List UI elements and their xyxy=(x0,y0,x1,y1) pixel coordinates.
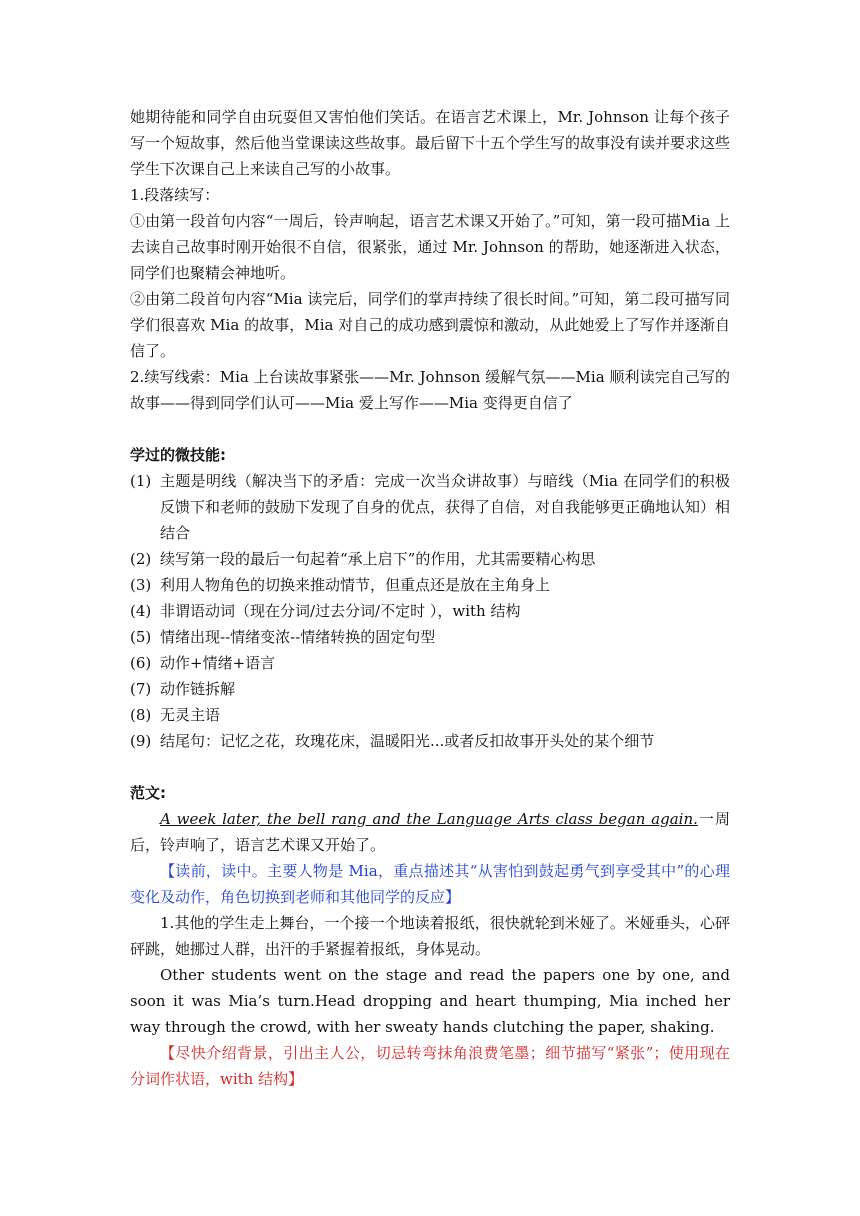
skill-text: 无灵主语 xyxy=(160,706,221,724)
sample-heading: 范文: xyxy=(130,784,166,802)
skill-text: 利用人物角色的切换来推动情节，但重点还是放在主角身上 xyxy=(160,576,551,594)
skill-item xyxy=(130,676,730,702)
skill-number: (7) xyxy=(130,680,152,698)
continuation-point-1: ①由第一段首句内容“一周后，铃声响起，语言艺术课又开始了。”可知，第一段可描Mia 上去读自己故事时刚开始很不自信，很紧张，通过 Mr. Johnson 的帮助，她逐渐进入状态，同学们也聚精会神地听。 xyxy=(130,212,730,282)
skill-text: 非谓语动词（现在分词/过去分词/不定时 ），with 结构 xyxy=(160,602,521,620)
skill-number: (5) xyxy=(130,628,152,646)
skill-number: (8) xyxy=(130,706,152,724)
spacer xyxy=(130,416,730,442)
skill-item xyxy=(130,598,730,624)
skill-item xyxy=(130,546,730,572)
skill-number: (9) xyxy=(130,732,152,750)
skill-number: (3) xyxy=(130,576,152,594)
skill-item xyxy=(130,650,730,676)
continuation-clues: 2.续写线索：Mia 上台读故事紧张——Mr. Johnson 缓解气氛——Mia 顺利读完自己写的故事——得到同学们认可——Mia 爱上写作——Mia 变得更自信了 xyxy=(130,368,730,412)
skill-text: 续写第一段的最后一句起着“承上启下”的作用，尤其需要精心构思 xyxy=(160,550,596,568)
skill-item xyxy=(130,728,730,754)
skill-text: 动作+情绪+语言 xyxy=(160,654,276,672)
skills-heading: 学过的微技能: xyxy=(130,446,226,464)
sample-opening xyxy=(130,806,730,858)
skill-text: 主题是明线（解决当下的矛盾：完成一次当众讲故事）与暗线（Mia 在同学们的积极反馈下和老师的鼓励下发现了自身的优点，获得了自信，对自我能够更正确地认知）相结合 xyxy=(160,472,731,542)
skill-item xyxy=(130,624,730,650)
skill-text: 结尾句：记忆之花，玫瑰花床，温暖阳光...或者反扣故事开头处的某个细节 xyxy=(160,732,655,750)
opening-sentence-cn: 一周后，铃声响了，语言艺术课又开始了。 xyxy=(130,810,730,854)
sample-note-blue: 【读前，读中。主要人物是 Mia，重点描述其“从害怕到鼓起勇气到享受其中”的心理变化及动作，角色切换到老师和其他同学的反应】 xyxy=(130,862,730,906)
spacer xyxy=(130,754,730,780)
intro-paragraph: 她期待能和同学自由玩耍但又害怕他们笑话。在语言艺术课上，Mr. Johnson 让每个孩子写一个短故事，然后他当堂课读这些故事。最后留下十五个学生写的故事没有读并要求这些学生下次课自己上来读自己写的小故事。 xyxy=(130,108,731,178)
skill-number: (4) xyxy=(130,602,152,620)
skill-item xyxy=(130,468,730,546)
document-page xyxy=(130,104,730,1092)
section-continuation-title: 1.段落续写： xyxy=(130,186,220,204)
continuation-point-2: ②由第二段首句内容“Mia 读完后，同学们的掌声持续了很长时间。”可知，第二段可描写同学们很喜欢 Mia 的故事，Mia 对自己的成功感到震惊和激动，从此她爱上了写作并逐渐自信了。 xyxy=(130,290,730,360)
skills-list xyxy=(130,468,730,754)
skill-number: (2) xyxy=(130,550,152,568)
skill-item xyxy=(130,572,730,598)
skill-number: (6) xyxy=(130,654,152,672)
skill-text: 情绪出现--情绪变浓--情绪转换的固定句型 xyxy=(160,628,436,646)
sample-paragraph-en: Other students went on the stage and read the papers one by one, and soon it was Mia’s turn.Head dropping and heart thumping, Mia inched her way through the crowd, with her sweaty hands clutching the paper, shaking. xyxy=(130,966,730,1036)
sample-paragraph-cn: 1.其他的学生走上舞台，一个接一个地读着报纸，很快就轮到米娅了。米娅垂头，心砰砰跳，她挪过人群，出汗的手紧握着报纸，身体晃动。 xyxy=(130,914,730,958)
skill-number: (1) xyxy=(130,472,152,490)
sample-note-red: 【尽快介绍背景，引出主人公，切忌转弯抹角浪费笔墨；细节描写“紧张”；使用现在分词作状语，with 结构】 xyxy=(130,1044,730,1088)
skill-text: 动作链拆解 xyxy=(160,680,236,698)
skill-item xyxy=(130,702,730,728)
opening-sentence-en: A week later, the bell rang and the Language Arts class began again. xyxy=(160,810,698,828)
